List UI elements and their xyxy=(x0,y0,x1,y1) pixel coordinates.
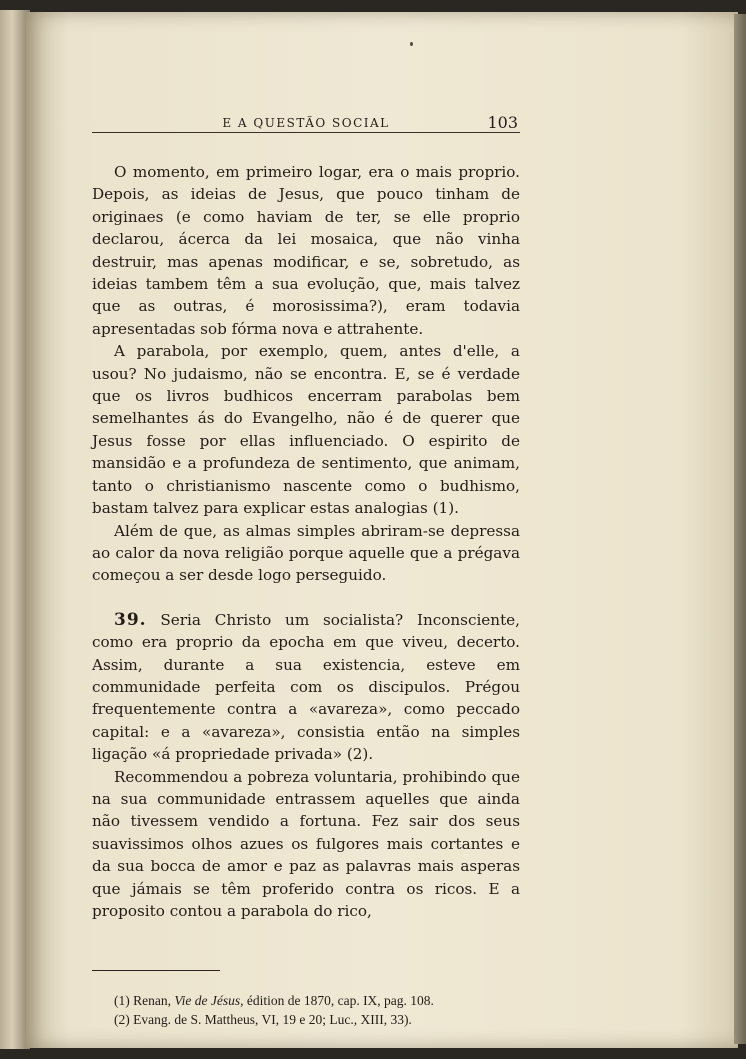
footnotes xyxy=(92,991,520,1029)
body-text xyxy=(92,161,520,922)
footnote-1 xyxy=(114,991,520,1010)
section-text: Seria Christo um socialista? Inconsciente, como era proprio da epocha em que viveu, decerto. Assim, durante a sua existencia, esteve em communidade perfeita com os discipulos. Prégou frequentemente contra a «avareza», como peccado capital: e a «avareza», consistia então na simples ligação «á propriedade privada» (2). xyxy=(92,610,520,764)
section-paragraph xyxy=(92,609,520,766)
running-head: E A QUESTÃO SOCIAL xyxy=(222,116,390,130)
footnote-2: (2) Evang. de S. Mattheus, VI, 19 e 20; Luc., XIII, 33). xyxy=(114,1012,412,1028)
print-speck xyxy=(410,42,413,46)
text-block xyxy=(92,104,520,1029)
section-number: 39. xyxy=(114,609,147,630)
section-gap xyxy=(92,587,520,609)
footnote-1-prefix: (1) Renan, xyxy=(114,993,175,1009)
paragraph: O momento, em primeiro logar, era o mais proprio. Depois, as ideias de Jesus, que pouco tinham de originaes (e como haviam de ter, se elle proprio declarou, ácerca da lei mosaica, que não vinha destruir, mas apenas modificar, e se, sobretudo, as ideias tambem têm a sua evolução, que, mais talvez que as outras, é morosissima?), eram todavia apresentadas sob fórma nova e attrahente. xyxy=(92,163,520,338)
footnote-1-suffix: édition de 1870, cap. IX, pag. 108. xyxy=(243,993,434,1009)
footnote-1-title: Vie de Jésus, xyxy=(174,993,244,1009)
page-edge-right xyxy=(734,14,746,1044)
footnote-rule xyxy=(92,970,220,971)
page-number: 103 xyxy=(487,113,518,132)
page-header xyxy=(92,104,520,133)
paragraph: Recommendou a pobreza voluntaria, prohibindo que na sua communidade entrassem aquelles que ainda não tivessem vendido a fortuna. Fez sair dos seus suavissimos olhos azues os fulgores mais cortantes e da sua bocca de amor e paz as palavras mais asperas que jámais se têm proferido contra os ricos. E a proposito contou a parabola do rico, xyxy=(92,767,520,920)
paragraph: Além de que, as almas simples abriram-se depressa ao calor da nova religião porque aquelle que a prégava começou a ser desde logo perseguido. xyxy=(92,521,520,585)
paragraph: A parabola, por exemplo, quem, antes d'elle, a usou? No judaismo, não se encontra. E, se é verdade que os livros budhicos encerram parabolas bem semelhantes ás do Evangelho, não é de querer que Jesus fosse por ellas influenciado. O espirito de mansidão e a profundeza de sentimento, que animam, tanto o christianismo nascente como o budhismo, bastam talvez para explicar estas analogias (1). xyxy=(92,342,520,518)
